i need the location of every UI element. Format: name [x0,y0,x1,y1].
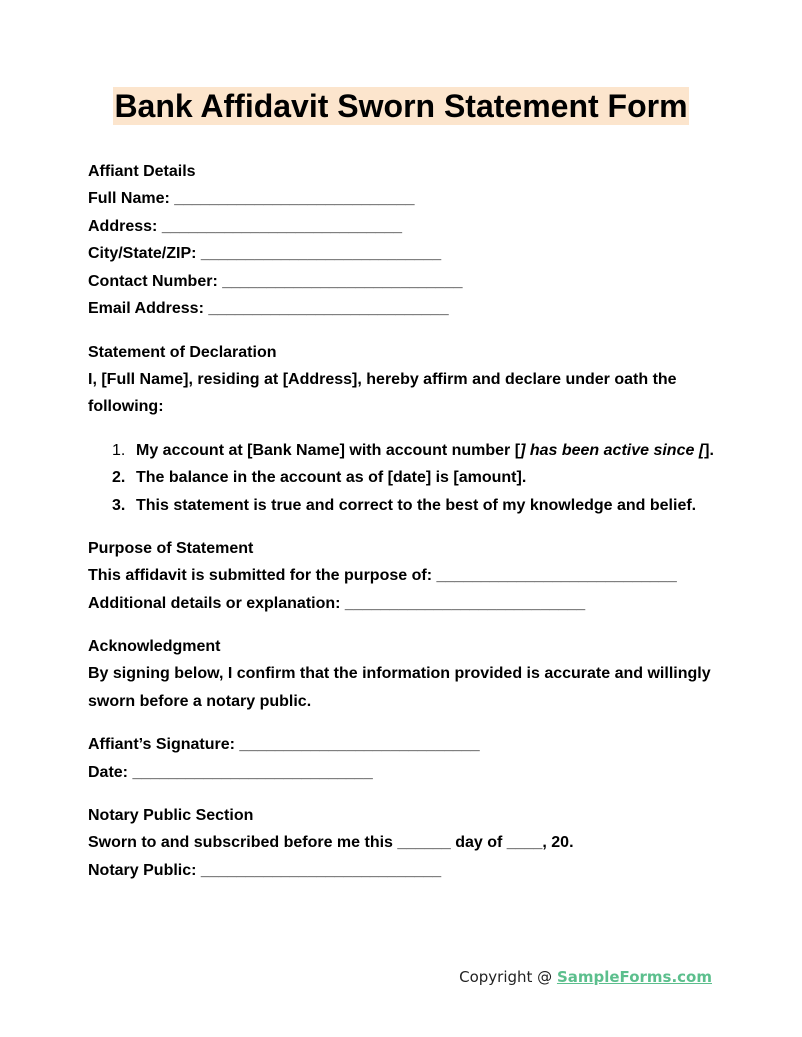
acknowledgment-text: By signing below, I confirm that the information provided is accurate and willingly sworn before a notary public. [88,665,711,710]
list-number: 2. [112,469,126,486]
field-label: Additional details or explanation: [88,594,341,612]
notary-public-field[interactable] [88,857,718,885]
field-blank[interactable]: ___________________________ [200,245,442,262]
section-heading: Affiant Details [88,163,196,180]
sampleforms-link[interactable]: SampleForms.com [556,968,712,986]
field-label: This affidavit is submitted for the purpose of: [88,567,433,584]
field-blank[interactable]: ___________________________ [436,567,677,584]
form-body [88,158,718,884]
declaration-list [88,437,718,520]
list-item [88,492,718,520]
section-heading: Acknowledgment [88,638,221,655]
item-text: This statement is true and correct to the best of my knowledge and belief. [136,496,697,514]
title-container [0,87,802,125]
field-blank[interactable]: ___________________________ [200,861,442,879]
list-item [88,464,718,492]
sworn-statement[interactable]: Sworn to and subscribed before me this ______ day of ____, 20. [88,834,574,851]
full-name-field[interactable] [88,185,718,213]
signature-section [88,731,718,786]
section-heading: Statement of Declaration [88,343,277,361]
field-label: Contact Number: [88,272,218,290]
field-label: Notary Public: [88,861,197,879]
field-blank[interactable]: ___________________________ [239,736,480,753]
purpose-section [88,535,718,617]
field-label: Email Address: [88,300,204,317]
city-state-zip-field[interactable] [88,240,718,268]
notary-section [88,802,718,884]
list-number: 1. [112,441,126,459]
affiant-signature-field[interactable] [88,731,718,759]
field-label: Address: [88,217,158,235]
section-heading: Notary Public Section [88,807,254,824]
copyright-text: Copyright @ [459,968,557,986]
page-title: Bank Affidavit Sworn Statement Form [114,88,688,124]
section-heading: Purpose of Statement [88,540,254,557]
field-blank[interactable]: ___________________________ [161,217,403,235]
item-text-end: ]. [704,441,714,459]
field-blank[interactable]: ___________________________ [222,272,463,290]
field-label: Date: [88,763,129,781]
affiant-details-section [88,158,718,323]
field-label: Affiant’s Signature: [88,736,235,753]
item-text: The balance in the account as of [date] is [amount]. [136,469,527,486]
date-field[interactable] [88,759,718,787]
email-address-field[interactable] [88,295,718,323]
field-blank[interactable]: ___________________________ [132,763,373,781]
field-blank[interactable]: ___________________________ [344,594,586,612]
purpose-field[interactable] [88,562,718,590]
address-field[interactable] [88,213,718,241]
field-label: Full Name: [88,190,170,207]
declaration-section [88,339,718,520]
field-label: City/State/ZIP: [88,245,197,262]
list-item [88,437,718,465]
footer [459,968,712,986]
list-number: 3. [112,496,126,514]
item-italic-text: ] has been active since [ [520,441,705,459]
field-blank[interactable]: ___________________________ [208,300,449,317]
contact-number-field[interactable] [88,268,718,296]
additional-details-field[interactable] [88,590,718,618]
acknowledgment-section [88,633,718,715]
item-text: My account at [Bank Name] with account number [ [136,441,521,459]
field-blank[interactable]: ___________________________ [174,190,415,207]
declaration-intro: I, [Full Name], residing at [Address], hereby affirm and declare under oath the following: [88,370,677,415]
